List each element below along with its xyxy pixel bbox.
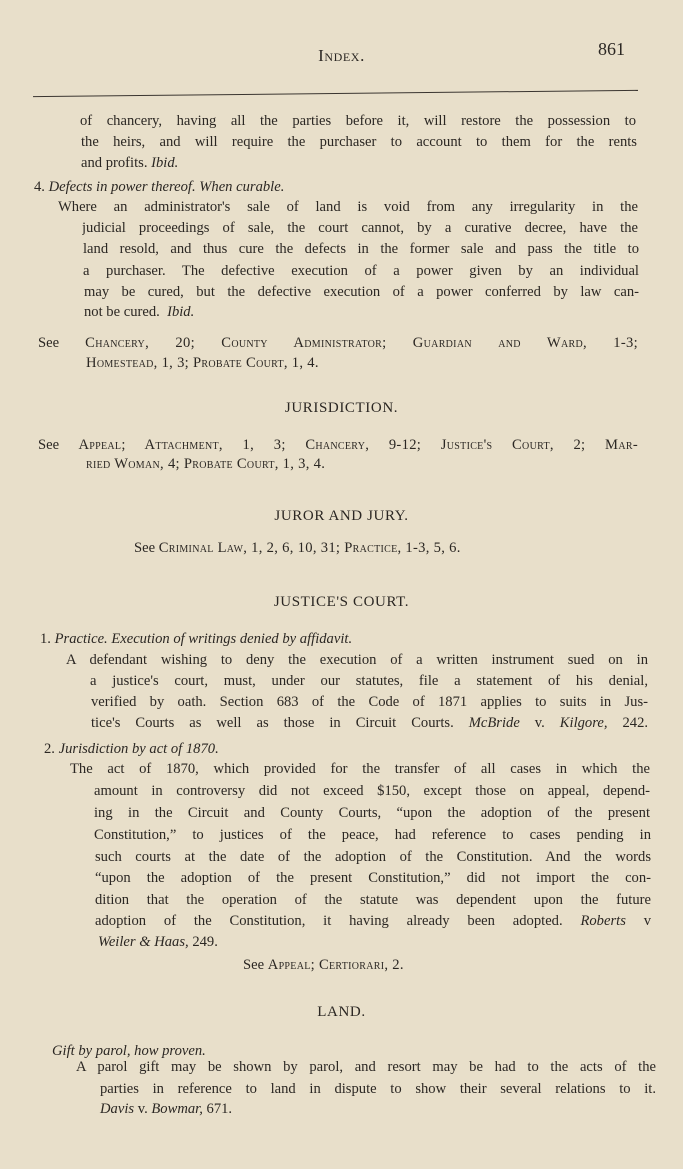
text-line: A parol gift may be shown by parol, and resort may be had to the acts of the	[76, 1059, 656, 1075]
running-title: Index.	[318, 46, 365, 65]
see-label: See	[38, 437, 60, 453]
case-name: McBride	[468, 715, 520, 731]
cross-reference: ried Woman, 4; Probate Court, 1, 3, 4.	[86, 456, 326, 472]
text-line	[81, 154, 178, 172]
text-line: The act of 1870, which provided for the transfer of all cases in which the	[70, 761, 650, 777]
text-line: ing in the Circuit and County Courts, “upon the adoption of the present	[94, 805, 650, 821]
text-line: judicial proceedings of sale, the court cannot, by a curative decree, have the	[82, 220, 638, 236]
text: tice's Courts as well as those in Circuit Courts.	[91, 715, 454, 731]
cross-reference: Homestead, 1, 3; Probate Court, 1, 4.	[86, 355, 319, 371]
see-label: See	[38, 335, 60, 351]
see-label: See	[134, 540, 156, 556]
text-line: “upon the adoption of the present Constitution,” did not import the con-	[95, 870, 651, 886]
entry-title: Defects in power thereof. When curable.	[48, 179, 285, 195]
page-ref: 242.	[622, 715, 648, 731]
text-line: amount in controversy did not exceed $150, except those on appeal, depend-	[94, 783, 650, 799]
see-label: See	[243, 957, 265, 973]
text-line: Constitution,” to justices of the peace, had reference to cases pending in	[94, 827, 651, 843]
cross-reference: Chancery, 20; County Administrator; Guardian and Ward, 1-3;	[85, 335, 638, 351]
section-heading: JUSTICE'S COURT.	[273, 594, 410, 610]
entry-title: Practice. Execution of writings denied by affidavit.	[54, 631, 353, 647]
citation: Ibid.	[167, 304, 195, 320]
case-name: Bowmar,	[151, 1101, 203, 1117]
case-name: Roberts	[580, 913, 626, 929]
text: not be cured.	[84, 304, 160, 320]
text-line: the heirs, and will require the purchaser to account to them for the rents	[81, 134, 637, 150]
text-line: such courts at the date of the adoption of the Constitution. And the words	[95, 849, 651, 865]
case-name: Davis	[100, 1101, 135, 1117]
cross-reference: Criminal Law, 1, 2, 6, 10, 31; Practice, 1-3, 5, 6.	[158, 540, 461, 556]
text-line: parties in reference to land in dispute to show their several relations to it.	[100, 1081, 656, 1097]
text-line: A defendant wishing to deny the execution of a written instrument sued on in	[66, 652, 648, 668]
entry-number: 2.	[44, 741, 55, 757]
text-line: dition that the operation of the statute was dependent upon the future	[95, 892, 651, 908]
section-heading: JUROR AND JURY.	[274, 508, 409, 524]
entry-number: 1.	[40, 631, 51, 647]
case-name: Weiler & Haas,	[98, 934, 189, 950]
page-ref: 249.	[192, 934, 218, 950]
text: and profits.	[81, 155, 148, 171]
text-line: land resold, and thus cure the defects in the former sale and pass the title to	[83, 241, 639, 257]
section-heading: JURISDICTION.	[284, 400, 399, 416]
entry-number: 4.	[34, 179, 45, 195]
text-line: a justice's court, must, under our statutes, file a statement of his denial,	[90, 673, 648, 689]
cross-reference: Appeal; Certiorari, 2.	[267, 957, 404, 973]
citation: Ibid.	[151, 155, 179, 171]
text-line: Where an administrator's sale of land is void from any irregularity in the	[58, 199, 638, 215]
page-ref: 671.	[206, 1101, 233, 1117]
text-line: verified by oath. Section 683 of the Code of 1871 applies to suits in Jus-	[91, 694, 648, 710]
text-line: of chancery, having all the parties before it, will restore the possession to	[80, 113, 636, 129]
text: adoption of the Constitution, it having already been adopted.	[95, 913, 563, 929]
cross-reference: Appeal; Attachment, 1, 3; Chancery, 9-12; Justice's Court, 2; Mar-	[78, 437, 638, 453]
page-number: 861	[598, 39, 625, 59]
versus: v.	[534, 715, 545, 731]
text-line: may be cured, but the defective execution of a power conferred by law can-	[84, 284, 639, 300]
section-heading: LAND.	[317, 1004, 366, 1020]
versus: v	[643, 913, 651, 929]
text-line: a purchaser. The defective execution of a power given by an individual	[83, 263, 639, 279]
versus: v.	[137, 1101, 148, 1117]
entry-title: Gift by parol, how proven.	[52, 1043, 206, 1059]
entry-title: Jurisdiction by act of 1870.	[58, 741, 219, 757]
case-name: Kilgore,	[559, 715, 608, 731]
header-rule	[33, 90, 638, 97]
